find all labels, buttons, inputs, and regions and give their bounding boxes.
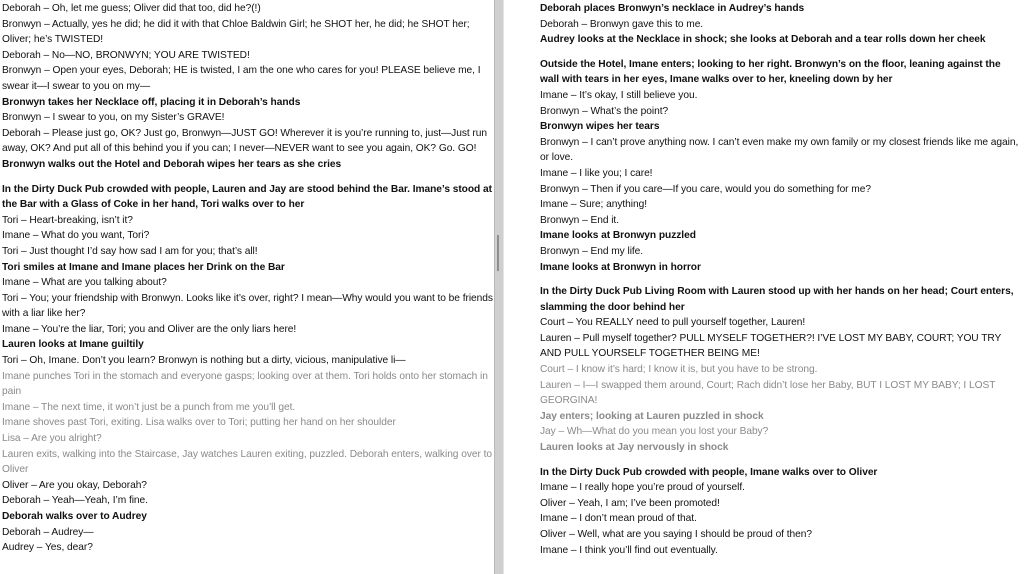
- dialogue-line: Lauren – I—I swapped them around, Court; Rach didn’t lose her Baby, BUT I LOST MY BABY; I LOST GEORGINA!: [540, 379, 996, 407]
- scene-heading: In the Dirty Duck Pub crowded with people, Lauren and Jay are stood behind the Bar. Imane’s stood at the Bar with a Glass of Coke in her hand, Tori walks over to her: [2, 183, 492, 211]
- stage-direction: Tori smiles at Imane and Imane places her Drink on the Bar: [2, 261, 285, 273]
- dialogue-line: Bronwyn – Actually, yes he did; he did it with that Chloe Baldwin Girl; he SHOT her, he did; he SHOT her; Oliver; he’s TWISTED!: [2, 18, 470, 46]
- stage-direction: Imane looks at Bronwyn puzzled: [540, 230, 696, 242]
- stage-direction: Lauren looks at Jay nervously in shock: [540, 442, 729, 454]
- stage-direction: Jay enters; looking at Lauren puzzled in shock: [540, 410, 764, 422]
- dialogue-line: Jay – Wh—What do you mean you lost your Baby?: [540, 426, 769, 438]
- scene-heading: In the Dirty Duck Pub Living Room with Lauren stood up with her hands on her head; Court enters, slamming the door behind her: [540, 286, 1014, 313]
- dialogue-line: Bronwyn – What’s the point?: [540, 105, 669, 117]
- right-document-page: [504, 0, 1022, 574]
- dialogue-line: Tori – Heart-breaking, isn’t it?: [2, 214, 133, 226]
- dialogue-line: Tori – Oh, Imane. Don’t you learn? Bronwyn is nothing but a dirty, vicious, manipulative li—: [2, 355, 406, 367]
- dialogue-line: Imane – What do you want, Tori?: [2, 230, 150, 242]
- dialogue-line: Bronwyn – Open your eyes, Deborah; HE is twisted, I am the one who cares for you! PLEASE believe me, I swear it—I swear to you on my—: [2, 65, 481, 92]
- dialogue-line: Bronwyn – Then if you care—If you care, would you do something for me?: [540, 183, 871, 195]
- dialogue-line: Lisa – Are you alright?: [2, 433, 102, 445]
- dialogue-line: Lauren exits, walking into the Staircase, Jay watches Lauren exiting, puzzled. Deborah enters, walking over to Oliver: [2, 448, 492, 476]
- dialogue-line: Deborah – No—NO, BRONWYN; YOU ARE TWISTED!: [2, 49, 250, 61]
- dialogue-line: Imane punches Tori in the stomach and everyone gasps; looking over at them. Tori holds onto her stomach in pain: [2, 370, 488, 398]
- dialogue-line: Court – I know it’s hard; I know it is, but you have to be strong.: [540, 364, 818, 376]
- dialogue-line: Bronwyn – End it.: [540, 214, 619, 226]
- page-divider: [494, 0, 504, 574]
- dialogue-line: Imane – I really hope you’re proud of yourself.: [540, 482, 745, 494]
- left-document-page: [0, 0, 494, 574]
- dialogue-line: Imane – It’s okay, I still believe you.: [540, 89, 698, 101]
- dialogue-line: Bronwyn – End my life.: [540, 245, 644, 257]
- dialogue-line: Imane – I like you; I care!: [540, 167, 653, 179]
- scene-heading: In the Dirty Duck Pub crowded with people, Imane walks over to Oliver: [540, 466, 878, 478]
- dialogue-line: Bronwyn – I swear to you, on my Sister’s GRAVE!: [2, 112, 225, 124]
- dialogue-line: Imane – What are you talking about?: [2, 277, 167, 289]
- dialogue-line: Imane – The next time, it won’t just be a punch from me you’ll get.: [2, 401, 296, 413]
- scene-heading: Outside the Hotel, Imane enters; looking to her right. Bronwyn’s on the floor, leaning against the wall with tears in her eyes, Imane walks over to her, kneeling down by her: [540, 58, 1001, 86]
- stage-direction: Bronwyn walks out the Hotel and Deborah wipes her tears as she cries: [2, 158, 342, 170]
- dialogue-line: Deborah – Oh, let me guess; Oliver did that too, did he?(!): [2, 3, 261, 14]
- scroll-indicator[interactable]: [497, 235, 499, 271]
- stage-direction: Deborah walks over to Audrey: [2, 511, 147, 522]
- dialogue-line: Imane shoves past Tori, exiting. Lisa walks over to Tori; putting her hand on her shoulder: [2, 417, 396, 429]
- dialogue-line: Imane – I think you’ll find out eventually.: [540, 544, 718, 556]
- dialogue-line: Tori – You; your friendship with Bronwyn. Looks like it’s over, right? I mean—Why would you want to be friends with a liar like her?: [2, 292, 493, 320]
- dialogue-line: Oliver – Yeah, I am; I’ve been promoted!: [540, 497, 720, 509]
- dialogue-line: Deborah – Bronwyn gave this to me.: [540, 18, 704, 30]
- dialogue-line: Imane – I don’t mean proud of that.: [540, 513, 697, 525]
- dialogue-line: Deborah – Yeah—Yeah, I’m fine.: [2, 495, 148, 507]
- dialogue-line: Audrey – Yes, dear?: [2, 542, 93, 554]
- dialogue-line: Imane – You’re the liar, Tori; you and Oliver are the only liars here!: [2, 323, 297, 335]
- dialogue-line: Oliver – Are you okay, Deborah?: [2, 479, 147, 491]
- dialogue-line: Deborah – Please just go, OK? Just go, Bronwyn—JUST GO! Wherever it is you’re running to, just—Just run away, OK? And put all of this behind you if you can; I never—NEVER want to see you again, OK? Go. GO!: [2, 127, 488, 155]
- stage-direction: Audrey looks at the Necklace in shock; she looks at Deborah and a tear rolls down her cheek: [540, 34, 986, 46]
- dialogue-line: Deborah – Audrey—: [2, 526, 94, 538]
- dialogue-line: Bronwyn – I can’t prove anything now. I can’t even make my own family or my closest friends like me again, or love.: [540, 136, 1019, 164]
- stage-direction: Imane looks at Bronwyn in horror: [540, 261, 701, 273]
- dialogue-line: Tori – Just thought I’d say how sad I am for you; that’s all!: [2, 245, 258, 257]
- dialogue-line: Court – You REALLY need to pull yourself together, Lauren!: [540, 317, 806, 329]
- dialogue-line: Lauren – Pull myself together? PULL MYSELF TOGETHER?! I’VE LOST MY BABY, COURT; YOU TRY AND PULL YOURSELF TOGETHER BEING ME!: [540, 332, 1002, 360]
- stage-direction: Deborah places Bronwyn’s necklace in Audrey’s hands: [540, 3, 805, 14]
- stage-direction: Bronwyn wipes her tears: [540, 121, 660, 133]
- stage-direction: Lauren looks at Imane guiltily: [2, 339, 144, 351]
- dialogue-line: Oliver – Well, what are you saying I should be proud of then?: [540, 529, 812, 540]
- stage-direction: Bronwyn takes her Necklace off, placing it in Deborah’s hands: [2, 96, 301, 108]
- dialogue-line: Imane – Sure; anything!: [540, 199, 648, 211]
